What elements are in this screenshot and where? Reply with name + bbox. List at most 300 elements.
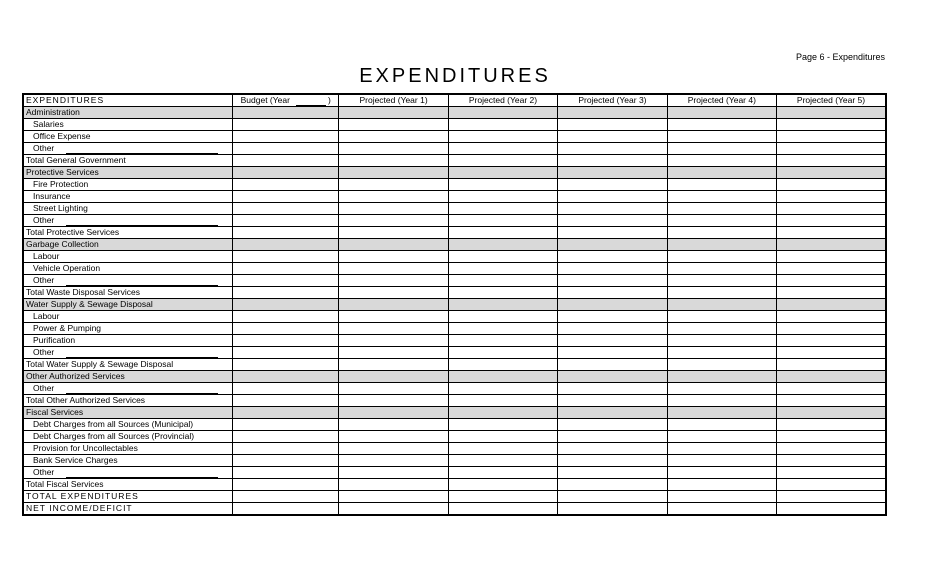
row-label-text: Power & Pumping — [33, 323, 102, 333]
page-title: EXPENDITURES — [359, 65, 551, 87]
amount-cell[interactable] — [667, 395, 776, 407]
table-row — [23, 491, 886, 503]
row-label — [23, 395, 233, 407]
table-row — [23, 275, 886, 287]
row-label — [23, 215, 233, 227]
row-label-text: Fiscal Services — [26, 407, 84, 417]
amount-cell[interactable] — [448, 347, 557, 359]
section-cell — [339, 299, 448, 311]
amount-cell[interactable] — [339, 395, 448, 407]
section-cell — [667, 371, 776, 383]
row-label — [23, 371, 233, 383]
amount-cell[interactable] — [448, 323, 557, 335]
amount-cell[interactable] — [667, 311, 776, 323]
row-label — [23, 143, 233, 155]
table-row — [23, 479, 886, 491]
amount-cell[interactable] — [558, 191, 667, 203]
amount-cell[interactable] — [558, 131, 667, 143]
amount-cell[interactable] — [233, 119, 339, 131]
amount-cell[interactable] — [233, 287, 339, 299]
section-cell — [667, 239, 776, 251]
amount-cell[interactable] — [667, 227, 776, 239]
row-label-text: TOTAL EXPENDITURES — [26, 491, 139, 501]
amount-cell[interactable] — [233, 503, 339, 516]
amount-cell[interactable] — [777, 143, 886, 155]
amount-cell[interactable] — [448, 263, 557, 275]
row-label-text: Purification — [33, 335, 76, 345]
amount-cell[interactable] — [777, 335, 886, 347]
amount-cell[interactable] — [558, 275, 667, 287]
amount-cell[interactable] — [339, 263, 448, 275]
row-label — [23, 419, 233, 431]
amount-cell[interactable] — [448, 191, 557, 203]
amount-cell[interactable] — [448, 335, 557, 347]
amount-cell[interactable] — [233, 491, 339, 503]
row-label — [23, 431, 233, 443]
budget-year-blank[interactable] — [296, 97, 326, 106]
amount-cell[interactable] — [777, 179, 886, 191]
row-label-text: Total General Government — [26, 155, 126, 165]
section-cell — [448, 371, 557, 383]
header-projected-year-5: Projected (Year 5) — [777, 94, 886, 107]
amount-cell[interactable] — [777, 191, 886, 203]
row-label-text: Total Waste Disposal Services — [26, 287, 141, 297]
table-row — [23, 131, 886, 143]
section-cell — [233, 371, 339, 383]
amount-cell[interactable] — [339, 419, 448, 431]
amount-cell[interactable] — [233, 347, 339, 359]
header-expenditures: EXPENDITURES — [23, 94, 233, 107]
amount-cell[interactable] — [558, 119, 667, 131]
amount-cell[interactable] — [448, 203, 557, 215]
amount-cell[interactable] — [558, 347, 667, 359]
amount-cell[interactable] — [339, 131, 448, 143]
amount-cell[interactable] — [339, 311, 448, 323]
table-row — [23, 311, 886, 323]
table-row — [23, 395, 886, 407]
expenditures-table — [22, 93, 887, 516]
amount-cell[interactable] — [777, 347, 886, 359]
amount-cell[interactable] — [558, 455, 667, 467]
row-label-text: Insurance — [33, 191, 71, 201]
row-label-text: Debt Charges from all Sources (Municipal) — [33, 419, 194, 429]
amount-cell[interactable] — [448, 119, 557, 131]
section-row — [23, 407, 886, 419]
row-label-text: Administration — [26, 107, 80, 117]
amount-cell[interactable] — [233, 383, 339, 395]
amount-cell[interactable] — [339, 431, 448, 443]
amount-cell[interactable] — [667, 347, 776, 359]
amount-cell[interactable] — [777, 419, 886, 431]
amount-cell[interactable] — [339, 215, 448, 227]
amount-cell[interactable] — [667, 491, 776, 503]
amount-cell[interactable] — [339, 479, 448, 491]
amount-cell[interactable] — [777, 215, 886, 227]
section-cell — [448, 407, 557, 419]
row-label — [23, 323, 233, 335]
row-label-text: Other — [33, 143, 55, 153]
section-cell — [558, 299, 667, 311]
table-row — [23, 179, 886, 191]
amount-cell[interactable] — [339, 227, 448, 239]
amount-cell[interactable] — [448, 155, 557, 167]
table-row — [23, 323, 886, 335]
row-label-text: Labour — [33, 251, 60, 261]
amount-cell[interactable] — [339, 143, 448, 155]
row-label — [23, 479, 233, 491]
section-cell — [339, 407, 448, 419]
other-description-blank[interactable] — [66, 145, 218, 154]
section-cell — [558, 167, 667, 179]
amount-cell[interactable] — [667, 383, 776, 395]
section-cell — [233, 299, 339, 311]
amount-cell[interactable] — [339, 275, 448, 287]
row-label — [23, 227, 233, 239]
section-cell — [777, 167, 886, 179]
amount-cell[interactable] — [777, 155, 886, 167]
row-label-text: Labour — [33, 311, 60, 321]
amount-cell[interactable] — [339, 455, 448, 467]
amount-cell[interactable] — [233, 431, 339, 443]
amount-cell[interactable] — [448, 359, 557, 371]
amount-cell[interactable] — [558, 263, 667, 275]
row-label-text: Other — [33, 383, 55, 393]
amount-cell[interactable] — [448, 503, 557, 516]
amount-cell[interactable] — [339, 347, 448, 359]
section-cell — [233, 239, 339, 251]
amount-cell[interactable] — [558, 227, 667, 239]
amount-cell[interactable] — [233, 335, 339, 347]
amount-cell[interactable] — [448, 227, 557, 239]
amount-cell[interactable] — [667, 143, 776, 155]
amount-cell[interactable] — [558, 479, 667, 491]
amount-cell[interactable] — [448, 431, 557, 443]
amount-cell[interactable] — [667, 263, 776, 275]
row-label — [23, 299, 233, 311]
row-label — [23, 251, 233, 263]
amount-cell[interactable] — [558, 383, 667, 395]
amount-cell[interactable] — [667, 419, 776, 431]
row-label — [23, 287, 233, 299]
row-label-text: Other — [33, 467, 55, 477]
amount-cell[interactable] — [233, 263, 339, 275]
amount-cell[interactable] — [558, 215, 667, 227]
amount-cell[interactable] — [777, 503, 886, 516]
row-label — [23, 263, 233, 275]
amount-cell[interactable] — [233, 191, 339, 203]
amount-cell[interactable] — [233, 479, 339, 491]
row-label-text: Debt Charges from all Sources (Provincial) — [33, 431, 195, 441]
table-row — [23, 263, 886, 275]
amount-cell[interactable] — [233, 215, 339, 227]
row-label — [23, 155, 233, 167]
amount-cell[interactable] — [777, 311, 886, 323]
amount-cell[interactable] — [667, 431, 776, 443]
amount-cell[interactable] — [777, 323, 886, 335]
amount-cell[interactable] — [448, 491, 557, 503]
amount-cell[interactable] — [667, 335, 776, 347]
section-cell — [448, 167, 557, 179]
row-label-text: Vehicle Operation — [33, 263, 101, 273]
section-cell — [558, 239, 667, 251]
amount-cell[interactable] — [777, 491, 886, 503]
table-row — [23, 503, 886, 516]
amount-cell[interactable] — [448, 443, 557, 455]
table-row — [23, 455, 886, 467]
row-label — [23, 239, 233, 251]
amount-cell[interactable] — [448, 395, 557, 407]
amount-cell[interactable] — [667, 179, 776, 191]
section-cell — [558, 407, 667, 419]
amount-cell[interactable] — [339, 359, 448, 371]
amount-cell[interactable] — [339, 335, 448, 347]
amount-cell[interactable] — [233, 359, 339, 371]
amount-cell[interactable] — [558, 311, 667, 323]
section-cell — [233, 167, 339, 179]
amount-cell[interactable] — [558, 503, 667, 516]
amount-cell[interactable] — [777, 227, 886, 239]
amount-cell[interactable] — [558, 431, 667, 443]
amount-cell[interactable] — [667, 191, 776, 203]
amount-cell[interactable] — [448, 131, 557, 143]
row-label — [23, 455, 233, 467]
amount-cell[interactable] — [667, 131, 776, 143]
amount-cell[interactable] — [339, 491, 448, 503]
amount-cell[interactable] — [777, 479, 886, 491]
amount-cell[interactable] — [667, 215, 776, 227]
amount-cell[interactable] — [558, 335, 667, 347]
amount-cell[interactable] — [339, 119, 448, 131]
section-cell — [233, 407, 339, 419]
row-label-text: Street Lighting — [33, 203, 88, 213]
other-description-blank[interactable] — [66, 385, 218, 394]
amount-cell[interactable] — [558, 443, 667, 455]
amount-cell[interactable] — [667, 479, 776, 491]
table-row — [23, 251, 886, 263]
amount-cell[interactable] — [777, 395, 886, 407]
amount-cell[interactable] — [339, 503, 448, 516]
section-row — [23, 299, 886, 311]
row-label-text: Total Water Supply & Sewage Disposal — [26, 359, 174, 369]
row-label — [23, 407, 233, 419]
amount-cell[interactable] — [667, 503, 776, 516]
section-row — [23, 239, 886, 251]
amount-cell[interactable] — [667, 119, 776, 131]
amount-cell[interactable] — [233, 251, 339, 263]
amount-cell[interactable] — [448, 479, 557, 491]
table-row — [23, 215, 886, 227]
amount-cell[interactable] — [777, 431, 886, 443]
row-label-text: Provision for Uncollectables — [33, 443, 138, 453]
header-row — [23, 94, 886, 107]
page-number-label: Page 6 - Expenditures — [796, 52, 886, 62]
amount-cell[interactable] — [777, 359, 886, 371]
header-budget-suffix: ) — [327, 95, 331, 105]
header-budget — [233, 94, 339, 107]
row-label-text: Other — [33, 275, 55, 285]
table-row — [23, 155, 886, 167]
amount-cell[interactable] — [233, 143, 339, 155]
amount-cell[interactable] — [777, 443, 886, 455]
amount-cell[interactable] — [777, 467, 886, 479]
amount-cell[interactable] — [233, 311, 339, 323]
amount-cell[interactable] — [558, 179, 667, 191]
table-row — [23, 227, 886, 239]
row-label-text: Protective Services — [26, 167, 99, 177]
amount-cell[interactable] — [667, 455, 776, 467]
row-label-text: Bank Service Charges — [33, 455, 118, 465]
amount-cell[interactable] — [777, 383, 886, 395]
section-cell — [667, 167, 776, 179]
header-projected-year-1: Projected (Year 1) — [339, 94, 448, 107]
amount-cell[interactable] — [667, 443, 776, 455]
header-projected-year-2: Projected (Year 2) — [448, 94, 557, 107]
amount-cell[interactable] — [233, 275, 339, 287]
amount-cell[interactable] — [667, 275, 776, 287]
amount-cell[interactable] — [558, 155, 667, 167]
table-row — [23, 287, 886, 299]
amount-cell[interactable] — [339, 155, 448, 167]
amount-cell[interactable] — [233, 443, 339, 455]
amount-cell[interactable] — [448, 455, 557, 467]
section-cell — [777, 107, 886, 119]
amount-cell[interactable] — [233, 395, 339, 407]
amount-cell[interactable] — [777, 119, 886, 131]
row-label-text: Other Authorized Services — [26, 371, 125, 381]
amount-cell[interactable] — [233, 131, 339, 143]
amount-cell[interactable] — [233, 455, 339, 467]
amount-cell[interactable] — [667, 467, 776, 479]
amount-cell[interactable] — [558, 287, 667, 299]
row-label — [23, 131, 233, 143]
row-label-text: Total Other Authorized Services — [26, 395, 146, 405]
row-label-text: Water Supply & Sewage Disposal — [26, 299, 153, 309]
table-row — [23, 443, 886, 455]
amount-cell[interactable] — [339, 467, 448, 479]
amount-cell[interactable] — [558, 491, 667, 503]
amount-cell[interactable] — [448, 215, 557, 227]
section-cell — [448, 239, 557, 251]
row-label-text: Salaries — [33, 119, 64, 129]
row-label-text: Other — [33, 215, 55, 225]
amount-cell[interactable] — [777, 203, 886, 215]
section-cell — [667, 107, 776, 119]
section-row — [23, 167, 886, 179]
amount-cell[interactable] — [448, 467, 557, 479]
amount-cell[interactable] — [667, 287, 776, 299]
other-description-blank[interactable] — [66, 217, 218, 226]
section-cell — [339, 107, 448, 119]
amount-cell[interactable] — [448, 311, 557, 323]
amount-cell[interactable] — [558, 323, 667, 335]
amount-cell[interactable] — [777, 131, 886, 143]
amount-cell[interactable] — [233, 203, 339, 215]
table-row — [23, 431, 886, 443]
amount-cell[interactable] — [339, 443, 448, 455]
row-label — [23, 119, 233, 131]
amount-cell[interactable] — [667, 251, 776, 263]
header-projected-year-4: Projected (Year 4) — [667, 94, 776, 107]
table-row — [23, 419, 886, 431]
section-cell — [339, 167, 448, 179]
amount-cell[interactable] — [667, 359, 776, 371]
row-label-text: Garbage Collection — [26, 239, 99, 249]
amount-cell[interactable] — [233, 227, 339, 239]
section-cell — [339, 239, 448, 251]
amount-cell[interactable] — [339, 323, 448, 335]
row-label — [23, 467, 233, 479]
amount-cell[interactable] — [667, 203, 776, 215]
amount-cell[interactable] — [339, 203, 448, 215]
section-cell — [667, 407, 776, 419]
other-description-blank[interactable] — [66, 277, 218, 286]
amount-cell[interactable] — [558, 203, 667, 215]
amount-cell[interactable] — [667, 155, 776, 167]
amount-cell[interactable] — [448, 287, 557, 299]
row-label — [23, 443, 233, 455]
row-label — [23, 203, 233, 215]
header-budget-prefix: Budget (Year — [240, 95, 290, 105]
row-label-text: Total Fiscal Services — [26, 479, 104, 489]
amount-cell[interactable] — [448, 419, 557, 431]
amount-cell[interactable] — [233, 323, 339, 335]
amount-cell[interactable] — [558, 419, 667, 431]
amount-cell[interactable] — [339, 191, 448, 203]
amount-cell[interactable] — [558, 359, 667, 371]
other-description-blank[interactable] — [66, 469, 218, 478]
amount-cell[interactable] — [558, 251, 667, 263]
amount-cell[interactable] — [339, 383, 448, 395]
section-cell — [777, 371, 886, 383]
amount-cell[interactable] — [777, 263, 886, 275]
amount-cell[interactable] — [777, 275, 886, 287]
amount-cell[interactable] — [339, 287, 448, 299]
amount-cell[interactable] — [233, 467, 339, 479]
row-label-text: Office Expense — [33, 131, 91, 141]
table-row — [23, 119, 886, 131]
row-label — [23, 191, 233, 203]
amount-cell[interactable] — [777, 455, 886, 467]
amount-cell[interactable] — [448, 179, 557, 191]
amount-cell[interactable] — [233, 419, 339, 431]
amount-cell[interactable] — [448, 383, 557, 395]
amount-cell[interactable] — [558, 467, 667, 479]
table-row — [23, 203, 886, 215]
amount-cell[interactable] — [339, 251, 448, 263]
amount-cell[interactable] — [558, 395, 667, 407]
other-description-blank[interactable] — [66, 349, 218, 358]
amount-cell[interactable] — [777, 251, 886, 263]
amount-cell[interactable] — [448, 143, 557, 155]
row-label — [23, 335, 233, 347]
amount-cell[interactable] — [667, 323, 776, 335]
amount-cell[interactable] — [448, 251, 557, 263]
header-projected-year-3: Projected (Year 3) — [558, 94, 667, 107]
amount-cell[interactable] — [233, 155, 339, 167]
amount-cell[interactable] — [777, 287, 886, 299]
section-cell — [233, 107, 339, 119]
amount-cell[interactable] — [339, 179, 448, 191]
table-row — [23, 347, 886, 359]
amount-cell[interactable] — [558, 143, 667, 155]
section-cell — [667, 299, 776, 311]
section-cell — [558, 371, 667, 383]
amount-cell[interactable] — [233, 179, 339, 191]
amount-cell[interactable] — [448, 275, 557, 287]
section-cell — [558, 107, 667, 119]
table-row — [23, 467, 886, 479]
row-label — [23, 179, 233, 191]
